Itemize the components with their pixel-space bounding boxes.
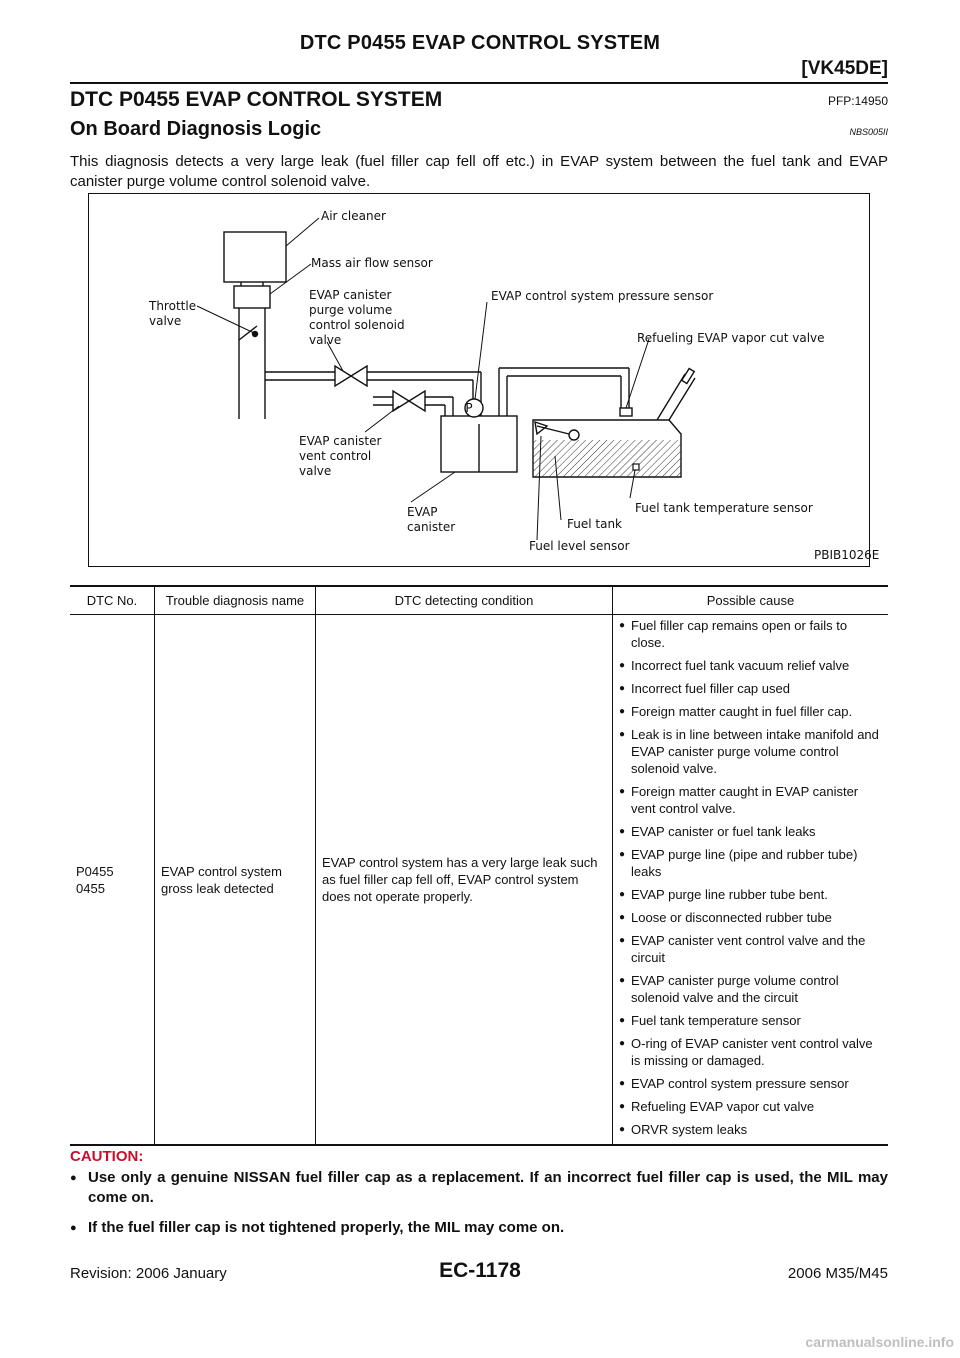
label-purge-line1: EVAP canister xyxy=(309,288,392,302)
caution-list xyxy=(70,1168,888,1248)
header-divider xyxy=(70,82,888,84)
vent-valve-left-triangle xyxy=(393,391,409,411)
header-title: DTC P0455 EVAP CONTROL SYSTEM xyxy=(299,32,661,54)
cell-dtc-no xyxy=(70,615,155,1146)
cell-possible-cause xyxy=(613,615,889,1146)
header-engine-code: [VK45DE] xyxy=(801,58,888,79)
header-dtc-detecting-condition: DTC detecting condition xyxy=(316,586,613,615)
header-dtc-no: DTC No. xyxy=(70,586,155,615)
label-throttle-line1: Throttle xyxy=(149,299,197,313)
throttle-pivot-dot xyxy=(252,331,258,337)
list-item: ● Incorrect fuel filler cap used xyxy=(619,680,882,697)
evap-diagram-svg xyxy=(89,194,880,565)
air-cleaner-shape xyxy=(224,232,286,282)
list-item: ● EVAP control system pressure sensor xyxy=(619,1075,882,1092)
label-fuel-tank: Fuel tank xyxy=(567,517,622,531)
list-item: ● Fuel filler cap remains open or fails to close. xyxy=(619,617,882,651)
label-purge-line2: purge volume xyxy=(309,303,393,317)
label-throttle-line2: valve xyxy=(149,314,182,328)
figure-id: PBIB1026E xyxy=(814,548,880,562)
section-part-number: PFP:14950 xyxy=(827,94,888,108)
label-fuel-tank-temperature-sensor: Fuel tank temperature sensor xyxy=(635,501,813,515)
list-item: ● Leak is in line between intake manifold and EVAP canister purge volume control solenoid valve. xyxy=(619,726,882,777)
list-item: ● EVAP canister or fuel tank leaks xyxy=(619,823,882,840)
dtc-table xyxy=(70,585,888,1146)
subsection-title: On Board Diagnosis Logic xyxy=(70,118,322,140)
list-item: ● Foreign matter caught in fuel filler cap. xyxy=(619,703,882,720)
list-item: ● Foreign matter caught in EVAP canister vent control valve. xyxy=(619,783,882,817)
dtc-code-primary: P0455 xyxy=(76,863,114,879)
list-item: ● ORVR system leaks xyxy=(619,1121,882,1138)
footer-page-number: EC-1178 xyxy=(439,1259,521,1282)
list-item: ● EVAP canister purge volume control solenoid valve and the circuit xyxy=(619,972,882,1006)
section-title: DTC P0455 EVAP CONTROL SYSTEM xyxy=(70,88,443,111)
caution-label: CAUTION: xyxy=(70,1148,144,1165)
dtc-code-secondary: 0455 xyxy=(76,880,105,896)
list-item: ● Fuel tank temperature sensor xyxy=(619,1012,882,1029)
label-fuel-level-sensor: Fuel level sensor xyxy=(529,539,630,553)
table-row xyxy=(70,615,888,1146)
label-mass-air-flow-sensor: Mass air flow sensor xyxy=(311,256,433,270)
tank-temp-sensor-shape xyxy=(633,464,639,470)
label-vent-line1: EVAP canister xyxy=(299,434,382,448)
caution-item: ● If the fuel filler cap is not tightened properly, the MIL may come on. xyxy=(70,1218,888,1238)
purge-valve-left-triangle xyxy=(335,366,351,386)
list-item: ● EVAP purge line rubber tube bent. xyxy=(619,886,882,903)
cell-detecting-condition: EVAP control system has a very large leak such as fuel filler cap fell off, EVAP control system does not operate properly. xyxy=(316,615,613,1146)
list-item: ● EVAP canister vent control valve and the circuit xyxy=(619,932,882,966)
header-trouble-diagnosis-name: Trouble diagnosis name xyxy=(155,586,316,615)
evap-system-diagram xyxy=(88,193,880,567)
site-watermark: carmanualsonline.info xyxy=(805,1334,954,1350)
footer-model: 2006 M35/M45 xyxy=(787,1265,888,1282)
mass-air-flow-sensor-shape xyxy=(234,286,270,308)
caution-item: ● Use only a genuine NISSAN fuel filler cap as a replacement. If an incorrect fuel filler cap is used, the MIL may come on. xyxy=(70,1168,888,1208)
label-air-cleaner: Air cleaner xyxy=(321,209,386,223)
label-canister-line1: EVAP xyxy=(407,505,438,519)
vapor-cut-valve-shape xyxy=(620,408,632,416)
label-purge-line3: control solenoid xyxy=(309,318,405,332)
label-vent-line2: vent control xyxy=(299,449,372,463)
vent-valve-right-triangle xyxy=(409,391,425,411)
label-vent-line3: valve xyxy=(299,464,332,478)
cell-diagnosis-name: EVAP control system gross leak detected xyxy=(155,615,316,1146)
list-item: ● Loose or disconnected rubber tube xyxy=(619,909,882,926)
table-header-row xyxy=(70,586,888,615)
pressure-sensor-p-mark: P xyxy=(465,401,473,415)
list-item: ● O-ring of EVAP canister vent control valve is missing or damaged. xyxy=(619,1035,882,1069)
purge-valve-right-triangle xyxy=(351,366,367,386)
label-canister-line2: canister xyxy=(407,520,456,534)
fuel-level-sensor-shape xyxy=(535,422,547,434)
label-pressure-sensor: EVAP control system pressure sensor xyxy=(491,289,714,303)
subsection-code: NBS005II xyxy=(849,127,888,137)
list-item: ● Incorrect fuel tank vacuum relief valve xyxy=(619,657,882,674)
footer-revision: Revision: 2006 January xyxy=(70,1265,227,1282)
fuel-level-float xyxy=(569,430,579,440)
possible-cause-list xyxy=(619,615,882,1138)
list-item: ● EVAP purge line (pipe and rubber tube) leaks xyxy=(619,846,882,880)
header-possible-cause: Possible cause xyxy=(613,586,889,615)
label-purge-line4: valve xyxy=(309,333,342,347)
list-item: ● Refueling EVAP vapor cut valve xyxy=(619,1098,882,1115)
intro-paragraph: This diagnosis detects a very large leak (fuel filler cap fell off etc.) in EVAP system between the fuel tank and EVAP canister purge volume control solenoid valve. xyxy=(70,153,888,190)
label-refueling-vapor-cut-valve: Refueling EVAP vapor cut valve xyxy=(637,331,825,345)
